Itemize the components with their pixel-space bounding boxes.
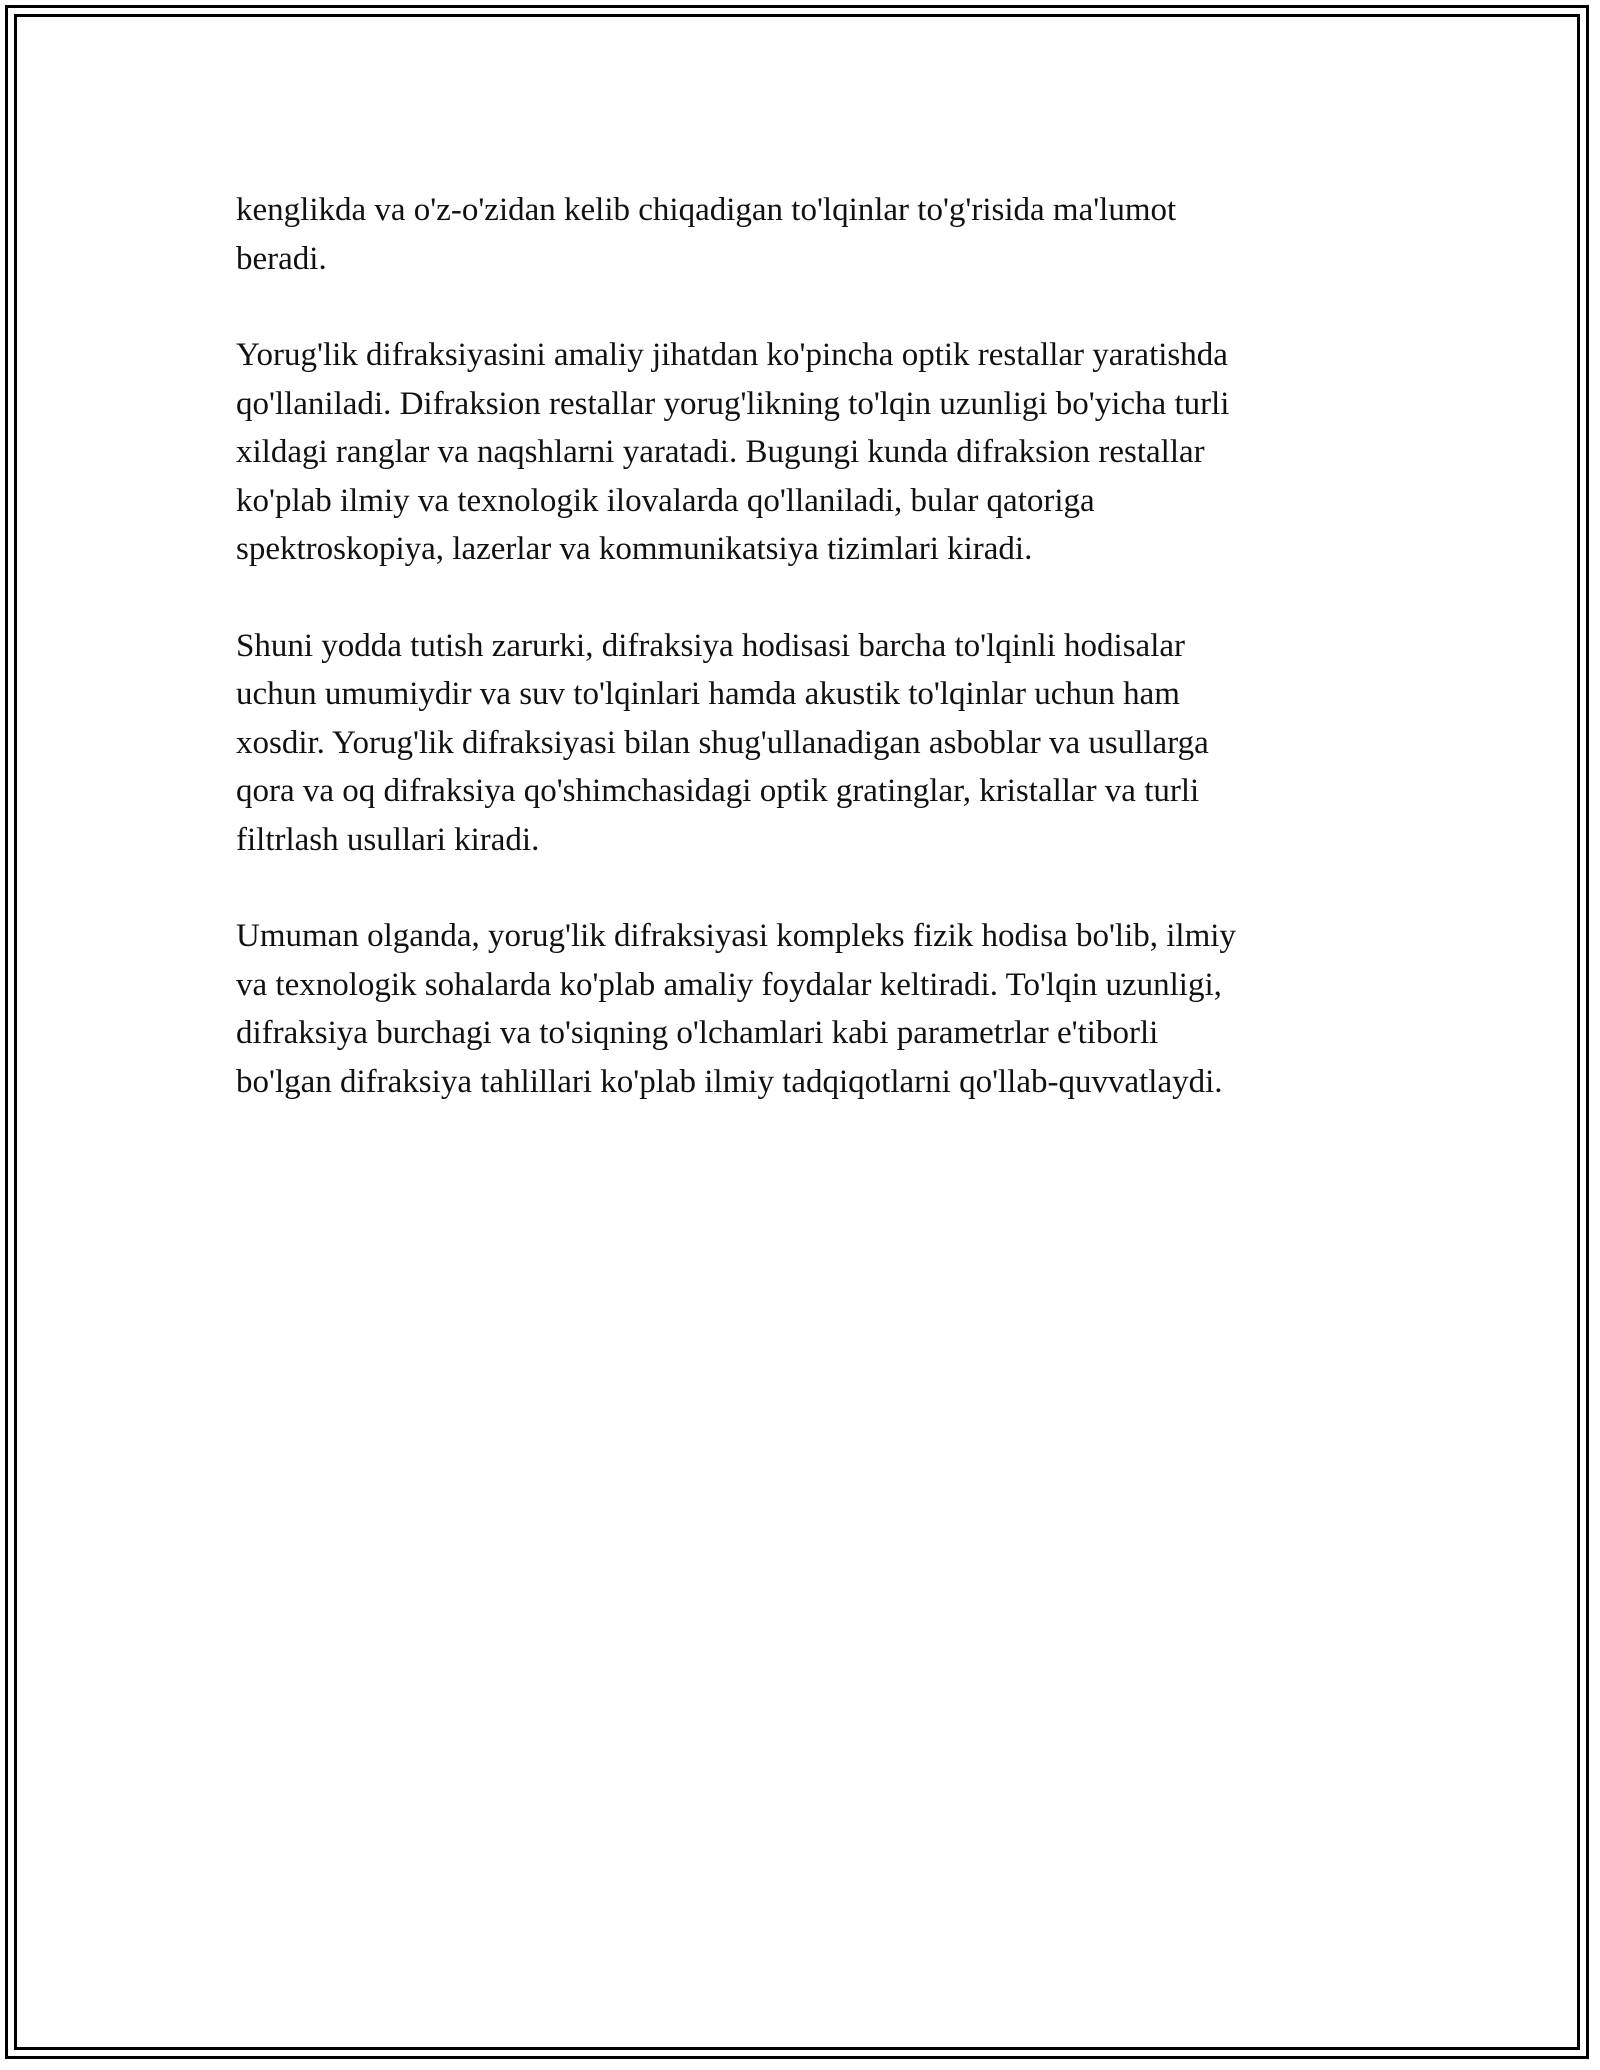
text-line: kenglikda va o'z-o'zidan kelib chiqadigan to'lqinlar to'g'risida ma'lumot [236,192,1177,228]
text-line: Yorug'lik difraksiyasini amaliy jihatdan ko'pincha optik restallar yaratishda [236,337,1228,373]
paragraph-4 [236,912,1376,1106]
text-line: qora va oq difraksiya qo'shimchasidagi optik gratinglar, kristallar va turli [236,773,1200,809]
text-line: spektroskopiya, lazerlar va kommunikatsiya tizimlari kiradi. [236,531,1033,567]
text-line: ko'plab ilmiy va texnologik ilovalarda qo'llaniladi, bular qatoriga [236,482,1095,519]
text-line: bo'lgan difraksiya tahlillari ko'plab ilmiy tadqiqotlarni qo'llab-quvvatlaydi. [236,1063,1223,1100]
paragraph-3 [236,622,1376,865]
paragraph-1 [236,186,1376,283]
text-line: difraksiya burchagi va to'siqning o'lchamlari kabi parametrlar e'tiborli [236,1015,1159,1051]
document-body [236,186,1376,1154]
text-line: xosdir. Yorug'lik difraksiyasi bilan shug'ullanadigan asboblar va usullarga [236,724,1209,761]
paragraph-2 [236,331,1376,574]
text-line: Shuni yodda tutish zarurki, difraksiya hodisasi barcha to'lqinli hodisalar [236,627,1186,664]
text-line: va texnologik sohalarda ko'plab amaliy foydalar keltiradi. To'lqin uzunligi, [236,966,1222,1003]
text-line: Umuman olganda, yorug'lik difraksiyasi kompleks fizik hodisa bo'lib, ilmiy [236,918,1236,954]
text-line: qo'llaniladi. Difraksion restallar yorug'likning to'lqin uzunligi bo'yicha turli [236,385,1230,422]
text-line: filtrlash usullari kiradi. [236,821,540,858]
text-line: xildagi ranglar va naqshlarni yaratadi. Bugungi kunda difraksion restallar [236,434,1205,470]
text-line: beradi. [236,240,327,277]
text-line: uchun umumiydir va suv to'lqinlari hamda akustik to'lqinlar uchun ham [236,676,1180,712]
